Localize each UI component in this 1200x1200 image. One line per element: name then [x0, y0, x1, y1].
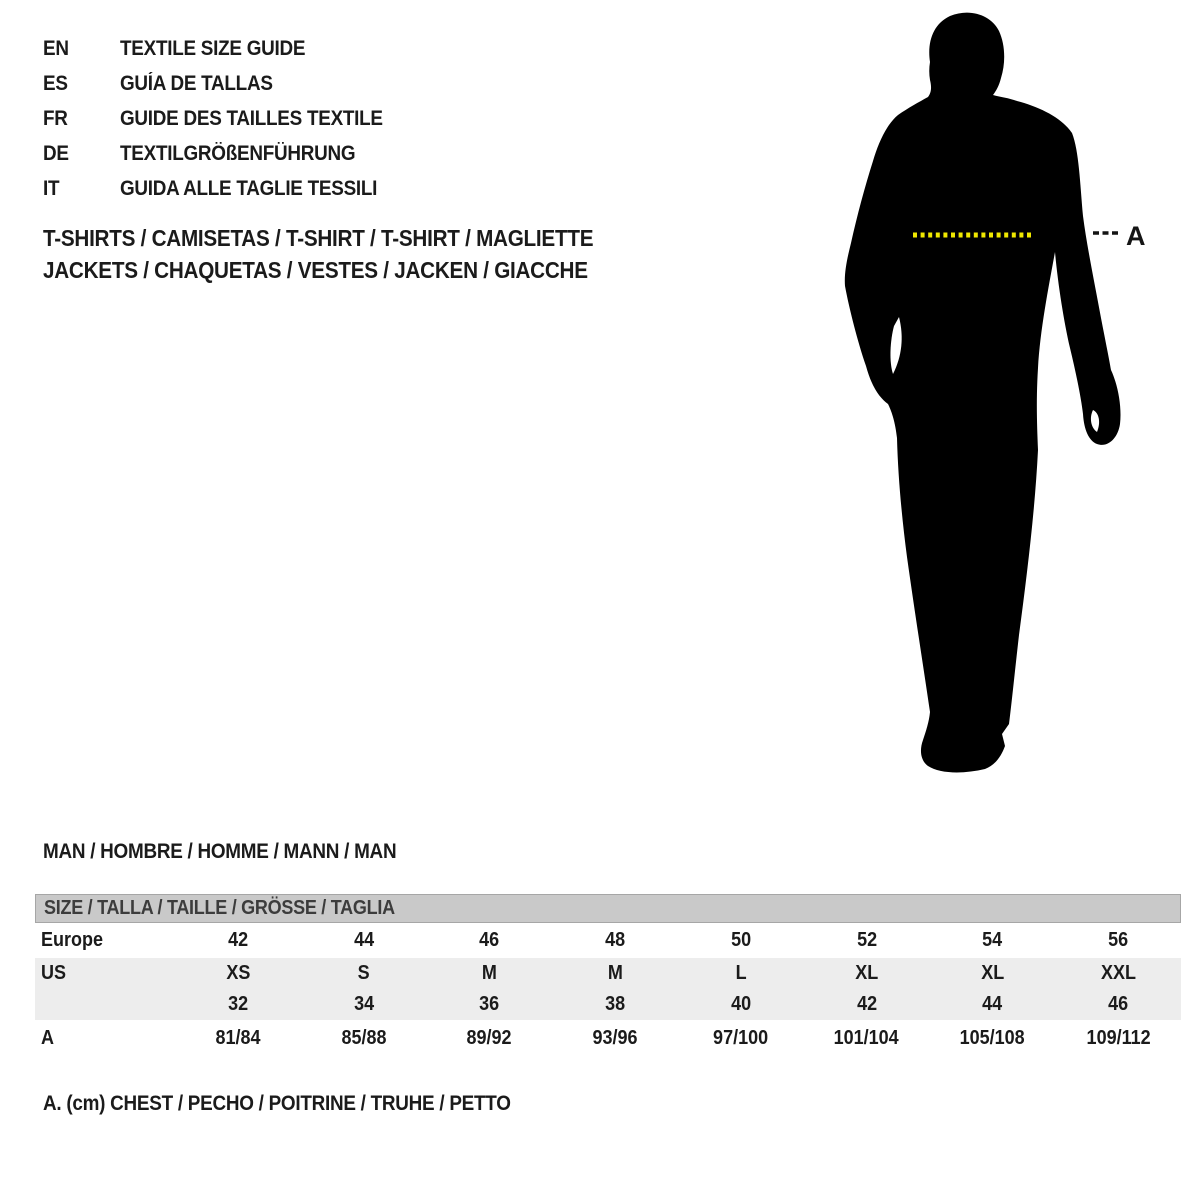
- row-label: Europe: [41, 929, 104, 951]
- man-silhouette: [845, 13, 1121, 773]
- category-line-tshirts: T-SHIRTS / CAMISETAS / T-SHIRT / T-SHIRT / MAGLIETTE: [43, 225, 594, 251]
- row-label: US: [41, 962, 67, 984]
- size-table-header: SIZE / TALLA / TAILLE / GRÖSSE / TAGLIA: [35, 894, 1181, 923]
- table-row-us: US XS S M M L XL XL XXL: [35, 958, 1181, 989]
- language-title-block: [43, 31, 412, 206]
- row-label: [35, 993, 175, 1016]
- measure-label-a: A: [1126, 221, 1146, 251]
- guide-title: TEXTILE SIZE GUIDE: [120, 37, 306, 60]
- category-block: [43, 222, 654, 286]
- size-table: [35, 894, 1181, 1057]
- man-silhouette-figure: [820, 0, 1155, 800]
- row-label: A: [41, 1027, 55, 1049]
- table-row-numeric: 32 34 36 38 40 42 44 46: [35, 989, 1181, 1020]
- table-row-chest-a: A 81/84 85/88 89/92 93/96 97/100 101/104 105/108 109/112: [35, 1020, 1181, 1057]
- guide-title: TEXTILGRÖßENFÜHRUNG: [120, 142, 356, 165]
- measurement-footnote: A. (cm) CHEST / PECHO / POITRINE / TRUHE / PETTO: [43, 1092, 511, 1115]
- section-title-man: MAN / HOMBRE / HOMME / MANN / MAN: [43, 840, 397, 863]
- table-band: [35, 958, 1181, 1020]
- lang-row-es: [43, 66, 412, 101]
- lang-code: FR: [43, 107, 68, 130]
- lang-code: EN: [43, 37, 69, 60]
- lang-row-de: [43, 136, 412, 171]
- lang-code: ES: [43, 72, 68, 95]
- guide-title: GUIDE DES TAILLES TEXTILE: [120, 107, 383, 130]
- lang-code: IT: [43, 177, 60, 200]
- guide-title: GUÍA DE TALLAS: [120, 72, 273, 95]
- category-line-jackets: JACKETS / CHAQUETAS / VESTES / JACKEN / GIACCHE: [43, 257, 588, 283]
- lang-code: DE: [43, 142, 69, 165]
- table-row-europe: Europe 42 44 46 48 50 52 54 56: [35, 923, 1181, 958]
- guide-title: GUIDA ALLE TAGLIE TESSILI: [120, 177, 378, 200]
- lang-row-it: [43, 171, 412, 206]
- lang-row-en: [43, 31, 412, 66]
- lang-row-fr: [43, 101, 412, 136]
